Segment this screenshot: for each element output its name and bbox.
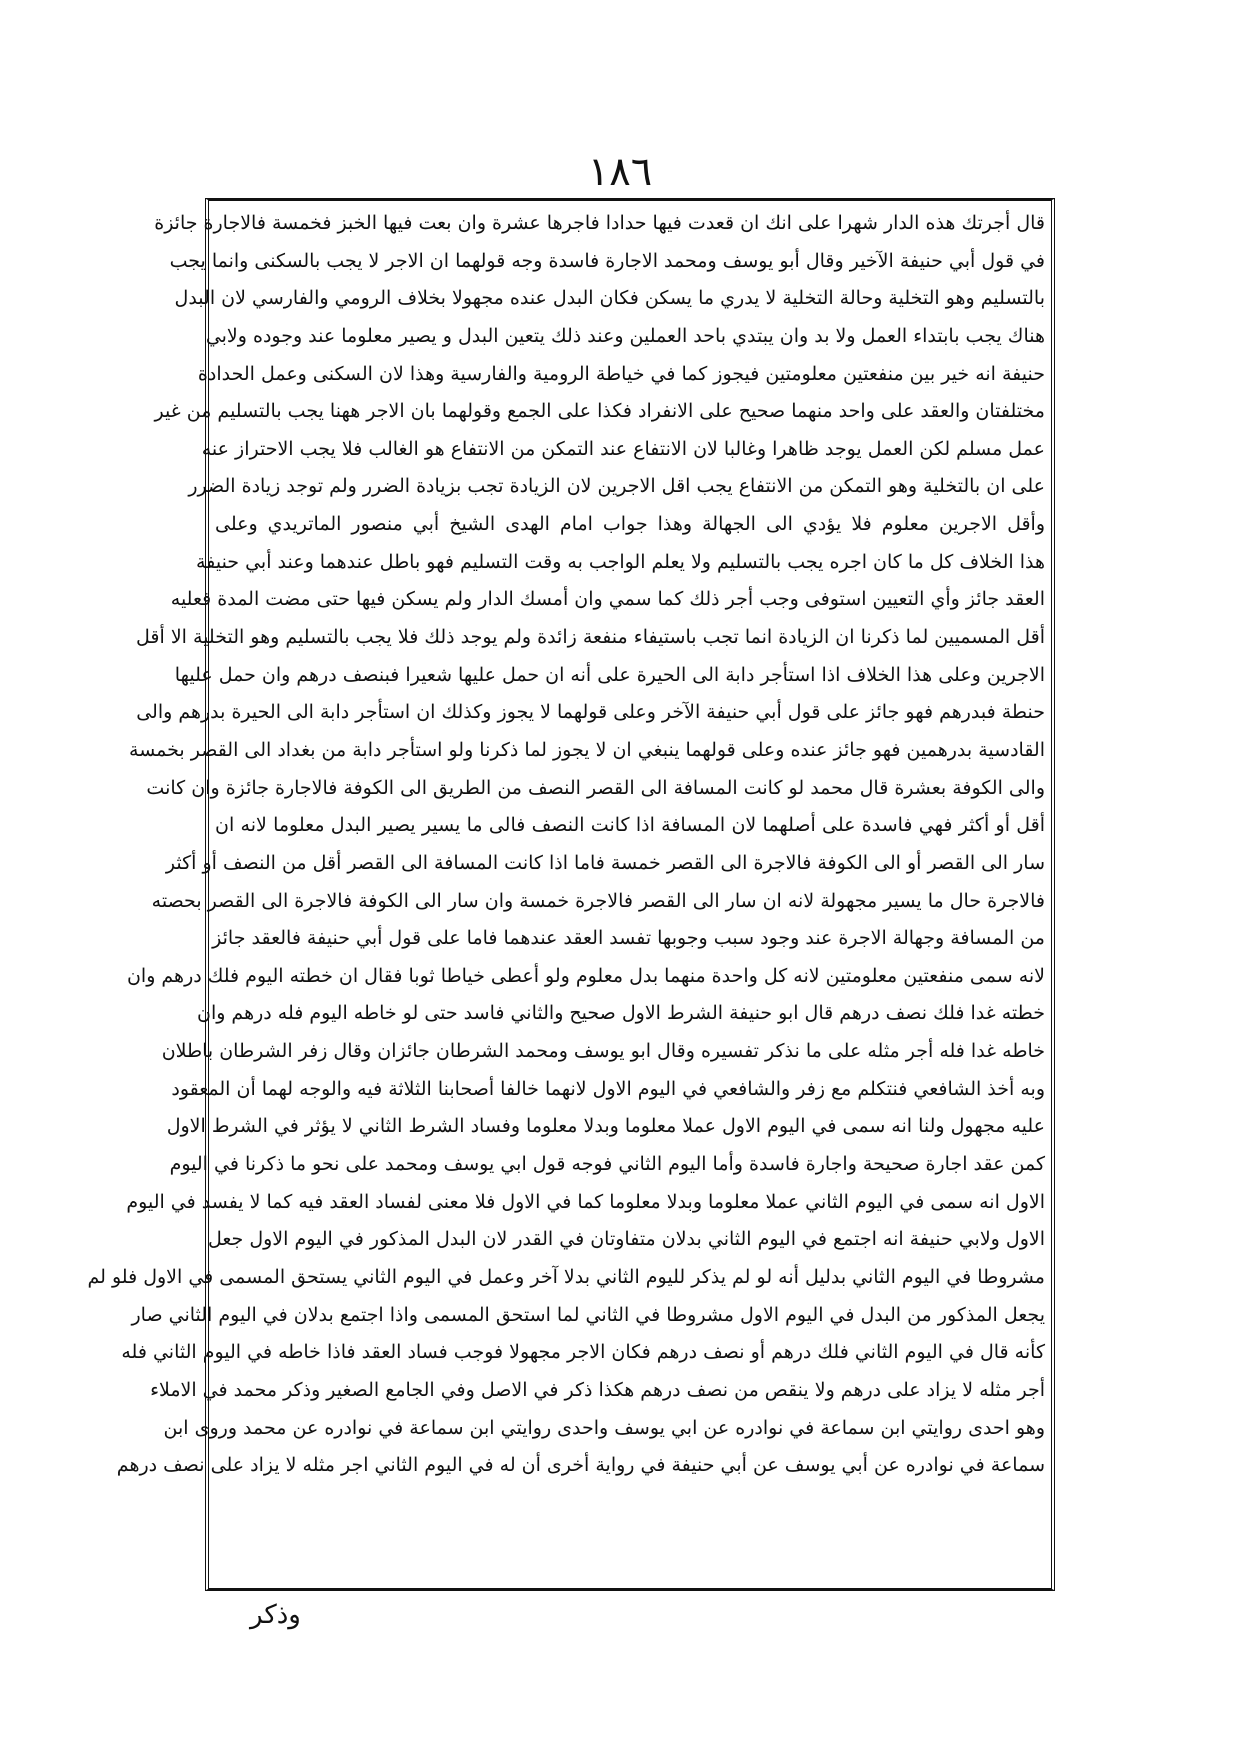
text-line: حنيفة انه خير بين منفعتين معلومتين فيجوز كما في خياطة الرومية والفارسية وهذا لان السكنى وعمل الحدادة	[197, 362, 1045, 385]
text-line: على ان بالتخلية وهو التمكن من الانتفاع يجب اقل الاجرين لان الزيادة تجب بزيادة الضرر ولم توجد زيادة الضرر	[188, 475, 1045, 498]
text-line: هناك يجب بابتداء العمل ولا بد وان يبتدي باحد العملين وعند ذلك يتعين البدل و يصير معلوما عند وجوده ولابي	[205, 324, 1045, 347]
text-line: وهو احدى روايتي ابن سماعة في نوادره عن ابي يوسف واحدى روايتي ابن سماعة في نوادره عن محمد وروى ابن	[163, 1416, 1045, 1439]
text-line: سار الى القصر أو الى الكوفة فالاجرة الى القصر خمسة فاما اذا كانت المسافة الى القصر أقل من النصف أو أكثر	[165, 851, 1045, 874]
text-line: سماعة في نوادره عن أبي يوسف عن أبي حنيفة في رواية أخرى أن له في اليوم الثاني اجر مثله لا يزاد على نصف درهم	[116, 1454, 1045, 1477]
text-line: الاجرين وعلى هذا الخلاف اذا استأجر دابة الى الحيرة على أنه ان حمل عليها شعيرا فبنصف درهم وان حمل عليها	[174, 663, 1045, 686]
text-line: عمل مسلم لكن العمل يوجد ظاهرا وغالبا لان الانتفاع عند التمكن من الانتفاع هو الغالب فلا يجب الاحتراز عنه	[201, 437, 1045, 460]
text-line: مشروطا في اليوم الثاني بدليل أنه لو لم يذكر لليوم الثاني بدلا آخر وعمل في اليوم الثاني يستحق المسمى في الاول فلو لم	[87, 1265, 1045, 1288]
body-text	[87, 205, 1045, 1485]
text-line: القادسية بدرهمين فهو جائز عنده وعلى قولهما ينبغي ان لا يجوز لما ذكرنا ولو استأجر دابة من بغداد الى القصر بخمسة	[129, 738, 1045, 761]
text-line: هذا الخلاف كل ما كان اجره يجب بالتسليم ولا يعلم الواجب به وقت التسليم فهو باطل عندهما وعند أبي حنيفة	[196, 550, 1045, 573]
text-line: والى الكوفة بعشرة قال محمد لو كانت المسافة الى القصر النصف من الطريق الى الكوفة فالاجارة جائزة وان كانت	[146, 776, 1045, 799]
text-line: حنطة فبدرهم فهو جائز على قول أبي حنيفة الآخر وعلى قولهما لا يجوز وكذلك ان استأجر دابة الى الحيرة بدرهم والى	[136, 701, 1045, 724]
text-line: فالاجرة حال ما يسير مجهولة لانه ان سار الى القصر فالاجرة خمسة وان سار الى الكوفة فالاجرة الى القصر بحصته	[151, 889, 1045, 912]
text-line: أقل المسميين لما ذكرنا ان الزيادة انما تجب باستيفاء منفعة زائدة ولم يوجد ذلك فلا يجب بالتسليم وهو التخلية الا أقل	[136, 626, 1045, 649]
text-line: الاول انه سمى في اليوم الثاني عملا معلوما وبدلا معلوما كما في الاول فلا معنى لفساد العقد فيه كما لا يفسد في اليوم	[126, 1190, 1045, 1213]
text-line: وبه أخذ الشافعي فنتكلم مع زفر والشافعي في اليوم الاول لانهما خالفا أصحابنا الثلاثة فيه والوجه لهما أن المعقود	[171, 1077, 1045, 1100]
text-line: بالتسليم وهو التخلية وحالة التخلية لا يدري ما يسكن فكان البدل عنده مجهولا بخلاف الرومي والفارسي لان البدل	[174, 287, 1045, 310]
text-line: قال أجرتك هذه الدار شهرا على انك ان قعدت فيها حدادا فاجرها عشرة وان بعت فيها الخبز فخمسة فالاجارة جائزة	[154, 212, 1045, 234]
text-line: من المسافة وجهالة الاجرة عند وجود سبب وجوبها تفسد العقد عندهما فاما على قول أبي حنيفة فالعقد جائز	[212, 927, 1045, 950]
text-line: العقد جائز وأي التعيين استوفى وجب أجر ذلك كما سمي وان أمسك الدار ولم يسكن فيها حتى مضت المدة فعليه	[170, 588, 1045, 611]
text-line: في قول أبي حنيفة الآخير وقال أبو يوسف ومحمد الاجارة فاسدة وجه قولهما ان الاجر لا يجب بالسكنى وانما يجب	[169, 249, 1045, 272]
text-line: خاطه غدا فله أجر مثله على ما نذكر تفسيره وقال ابو يوسف ومحمد الشرطان جائزان وقال زفر الشرطان باطلان	[161, 1040, 1045, 1063]
text-line: لانه سمى منفعتين معلومتين لانه كل واحدة منهما بدل معلوم ولو أعطى خياطا ثوبا فقال ان خطته اليوم فلك درهم وان	[126, 964, 1045, 987]
text-line: عليه مجهول ولنا انه سمى في اليوم الاول عملا معلوما وبدلا معلوما وفساد الشرط الثاني لا يؤثر في الشرط الاول	[166, 1115, 1045, 1138]
text-line: الاول ولابي حنيفة انه اجتمع في اليوم الثاني بدلان متفاوتان في القدر لان البدل المذكور في اليوم الاول جعل	[207, 1228, 1045, 1251]
page-number: ١٨٦	[587, 149, 653, 195]
text-line: وأقل الاجرين معلوم فلا يؤدي الى الجهالة وهذا جواب امام الهدى الشيخ أبي منصور الماتريدي وعلى	[215, 513, 1045, 536]
text-line: كمن عقد اجارة صحيحة واجارة فاسدة وأما اليوم الثاني فوجه قول ابي يوسف ومحمد على نحو ما ذكرنا في اليوم	[169, 1153, 1045, 1176]
text-line: كأنه قال في اليوم الثاني فلك درهم أو نصف درهم فكان الاجر مجهولا فوجب فساد العقد فاذا خاطه في اليوم الثاني فله	[121, 1341, 1045, 1364]
text-line: أقل أو أكثر فهي فاسدة على أصلهما لان المسافة اذا كانت النصف فالى ما يسير يصير البدل معلوما لانه ان	[215, 814, 1045, 837]
catchword: وذكر	[250, 1600, 301, 1630]
text-frame	[87, 198, 1055, 1591]
text-line: يجعل المذكور من البدل في اليوم الاول مشروطا في الثاني لما استحق المسمى واذا اجتمع بدلان في اليوم الثاني صار	[131, 1303, 1045, 1326]
text-line: خطته غدا فلك نصف درهم قال ابو حنيفة الشرط الاول صحيح والثاني فاسد حتى لو خاطه اليوم فله درهم وان	[196, 1002, 1045, 1025]
text-line: أجر مثله لا يزاد على درهم ولا ينقص من نصف درهم هكذا ذكر في الاصل وفي الجامع الصغير وذكر محمد في الاملاء	[150, 1378, 1045, 1401]
text-line: مختلفتان والعقد على واحد منهما صحيح على الانفراد فكذا على الجمع وقولهما بان الاجر ههنا يجب بالتسليم من غير	[154, 400, 1045, 423]
